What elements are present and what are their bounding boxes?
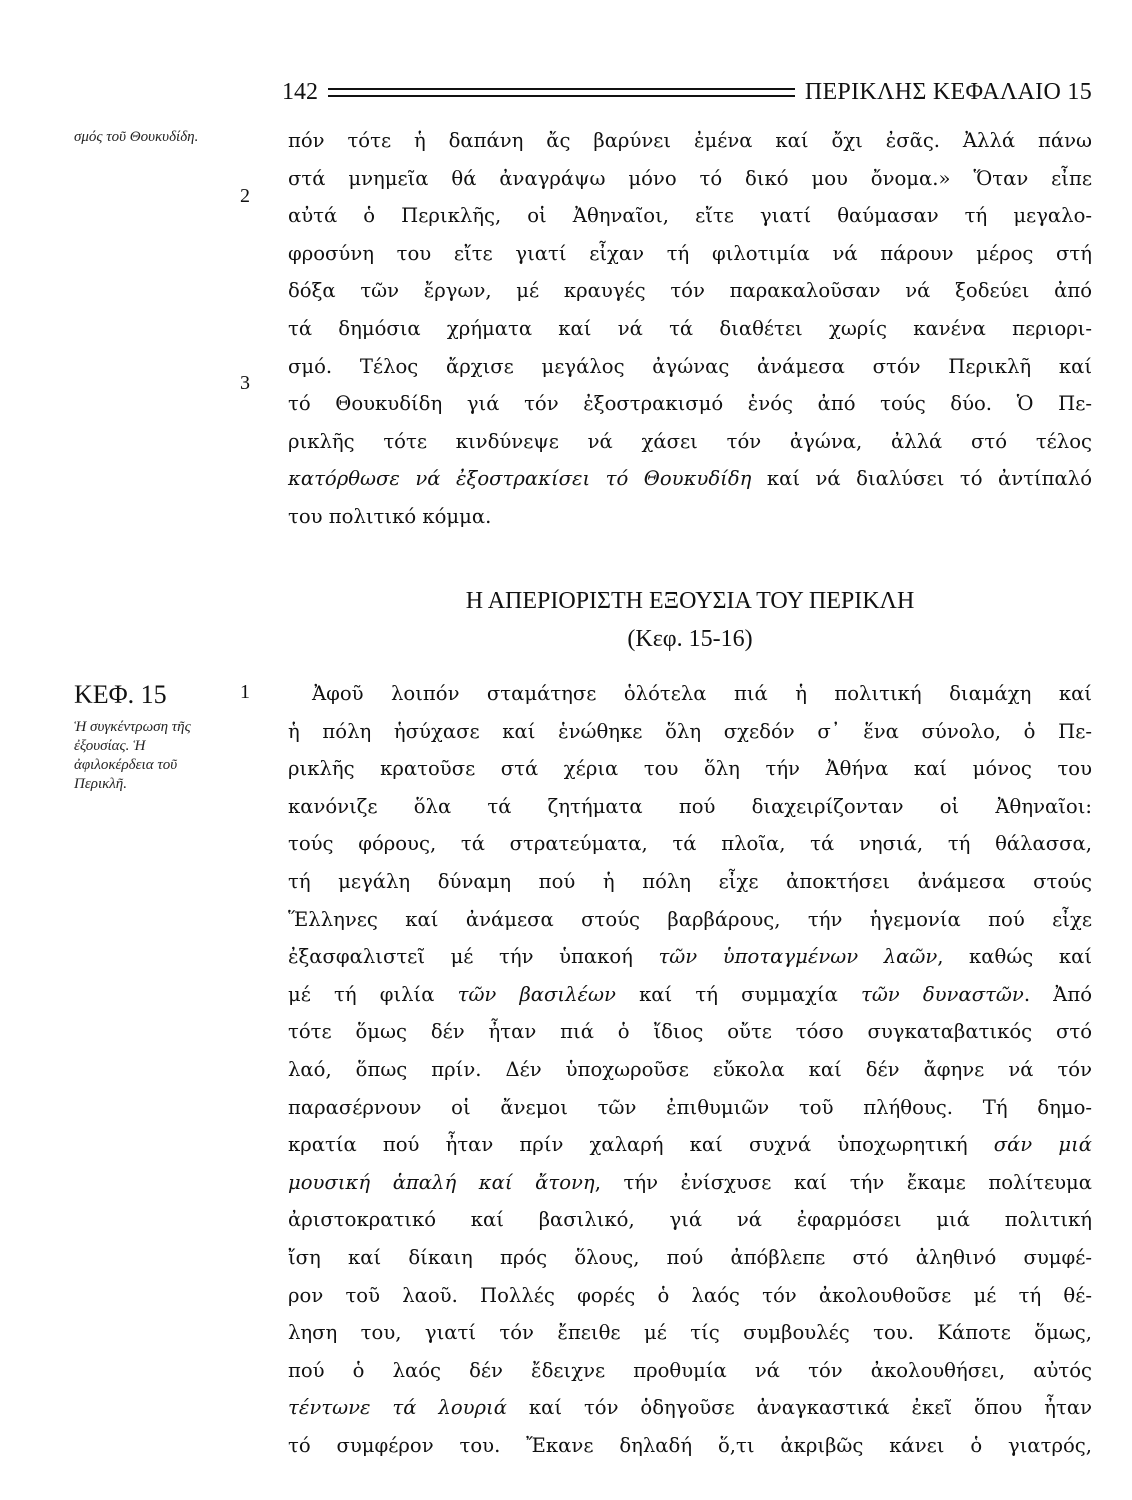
text-line: τά δημόσια χρήματα καί νά τά διαθέτει χωρίς κανένα περιορι- [288, 316, 1092, 340]
text-line: του πολιτικό κόμμα. [288, 504, 492, 528]
italic-phrase: σάν μιά [993, 1133, 1092, 1157]
text-span: . Ἀπό [1023, 982, 1092, 1006]
italic-phrase: τῶν δυναστῶν [860, 982, 1024, 1006]
text-block-section2 [288, 675, 1092, 1464]
italic-phrase: τῶν βασιλέων [457, 982, 616, 1006]
text-line: τό συμφέρον του. Ἔκανε δηλαδή ὅ,τι ἀκριβῶς κάνει ὁ γιατρός, [288, 1433, 1092, 1457]
chapter-label: ΚΕΦ. 15 [74, 680, 167, 709]
text-line: ἴση καί δίκαιη πρός ὅλους, πού ἀπόβλεπε στό ἀληθινό συμφέ- [288, 1245, 1092, 1269]
text-line [288, 938, 1092, 976]
text-line: Ἀφοῦ λοιπόν σταμάτησε ὁλότελα πιά ἡ πολιτική διαμάχη καί [312, 682, 1092, 705]
text-line: φροσύνη του εἴτε γιατί εἶχαν τή φιλοτιμία νά πάρουν μέρος στή [288, 241, 1092, 265]
text-span: μέ τή φιλία [288, 982, 435, 1006]
text-line: πού ὁ λαός δέν ἔδειχνε προθυμία νά τόν ἀκολουθήσει, αὐτός [288, 1358, 1092, 1382]
text-line: λαό, ὅπως πρίν. Δέν ὑποχωροῦσε εὔκολα καί δέν ἄφηνε νά τόν [288, 1057, 1092, 1081]
text-line [288, 1389, 1092, 1427]
text-span: καί νά διαλύσει τό ἀντίπαλό [766, 467, 1092, 491]
text-span: , καθώς καί [937, 945, 1093, 969]
line-number: 1 [240, 681, 250, 703]
text-line: παρασέρνουν οἱ ἄνεμοι τῶν ἐπιθυμιῶν τοῦ πλήθους. Τή δημο- [288, 1095, 1092, 1119]
text-span: κρατία πού ἦταν πρίν χαλαρή καί συχνά ὑποχωρητική [288, 1133, 968, 1157]
text-line [288, 976, 1092, 1014]
text-span: ἐξασφαλιστεῖ μέ τήν ὑπακοή [288, 945, 633, 969]
text-line: ἡ πόλη ἡσύχασε καί ἑνώθηκε ὅλη σχεδόν σ᾽ ἕνα σύνολο, ὁ Πε- [288, 719, 1092, 743]
italic-phrase: κατόρθωσε νά ἐξοστρακίσει τό Θουκυδίδη [288, 467, 752, 491]
italic-phrase: τέντωνε τά λουριά [288, 1396, 507, 1420]
text-line: τό Θουκυδίδη γιά τόν ἐξοστρακισμό ἑνός ἀπό τούς δύο. Ὁ Πε- [288, 392, 1092, 416]
text-line [288, 1126, 1092, 1164]
margin-note-chapter: Ἡ συγκέντρωση τῆς ἐξουσίας. Ἡ ἀφιλοκέρδεια τοῦ Περικλῆ. [74, 719, 191, 792]
text-line: τή μεγάλη δύναμη πού ἡ πόλη εἶχε ἀποκτήσει ἀνάμεσα στούς [288, 869, 1092, 893]
text-line [288, 460, 1092, 498]
text-line: αὐτά ὁ Περικλῆς, οἱ Ἀθηναῖοι, εἴτε γιατί θαύμασαν τή μεγαλο- [288, 204, 1092, 228]
running-title: ΠΕΡΙΚΛΗΣ ΚΕΦΑΛΑΙΟ 15 [804, 78, 1092, 105]
text-line: τούς φόρους, τά στρατεύματα, τά πλοῖα, τά νησιά, τή θάλασσα, [288, 832, 1092, 856]
text-line: πόν τότε ἡ δαπάνη ἄς βαρύνει ἐμένα καί ὄχι ἐσᾶς. Ἀλλά πάνω [288, 129, 1092, 152]
section-title: Η ΑΠΕΡΙΟΡΙΣΤΗ ΕΞΟΥΣΙΑ ΤΟΥ ΠΕΡΙΚΛΗ [465, 588, 915, 614]
text-span: καί τόν ὁδηγοῦσε ἀναγκαστικά ἐκεῖ ὅπου ἦταν [528, 1396, 1092, 1420]
section-reference: (Κεφ. 15-16) [627, 626, 753, 652]
header-rule [328, 88, 795, 97]
text-line: ρικλῆς τότε κινδύνεψε νά χάσει τόν ἀγώνα, ἀλλά στό τέλος [288, 429, 1092, 453]
page-number: 142 [282, 78, 318, 105]
italic-phrase: τῶν ὑποταγμένων λαῶν [658, 945, 938, 969]
line-number: 3 [240, 372, 250, 394]
text-span: καί τή συμμαχία [639, 982, 838, 1006]
running-header [282, 76, 1092, 108]
text-line [288, 1164, 1092, 1202]
text-line: δόξα τῶν ἔργων, μέ κραυγές τόν παρακαλοῦσαν νά ξοδεύει ἀπό [288, 279, 1092, 303]
text-line: κανόνιζε ὅλα τά ζητήματα πού διαχειρίζονταν οἱ Ἀθηναῖοι: [288, 794, 1092, 818]
text-line: ρον τοῦ λαοῦ. Πολλές φορές ὁ λαός τόν ἀκολουθοῦσε μέ τή θέ- [288, 1283, 1092, 1307]
text-line: ἀριστοκρατικό καί βασιλικό, γιά νά ἐφαρμόσει μιά πολιτική [288, 1208, 1092, 1232]
text-line: Ἕλληνες καί ἀνάμεσα στούς βαρβάρους, τήν ἡγεμονία πού εἶχε [288, 907, 1092, 931]
text-line: σμό. Τέλος ἄρχισε μεγάλος ἀγώνας ἀνάμεσα στόν Περικλῆ καί [288, 354, 1092, 378]
text-line: ληση του, γιατί τόν ἔπειθε μέ τίς συμβουλές του. Κάποτε ὅμως, [288, 1321, 1092, 1345]
line-number: 2 [240, 185, 250, 207]
text-line: τότε ὅμως δέν ἦταν πιά ὁ ἴδιος οὔτε τόσο συγκαταβατικός στό [288, 1020, 1092, 1044]
italic-phrase: μουσική ἁπαλή καί ἄτονη [288, 1170, 595, 1194]
text-line: ρικλῆς κρατοῦσε στά χέρια του ὅλη τήν Ἀθήνα καί μόνος του [288, 757, 1092, 781]
margin-note-top: σμός τοῦ Θουκυδίδη. [74, 129, 199, 145]
text-span: , τήν ἐνίσχυσε καί τήν ἔκαμε πολίτευμα [594, 1170, 1092, 1194]
text-line: στά μνημεῖα θά ἀναγράψω μόνο τό δικό μου ὄνομα.» Ὅταν εἶπε [288, 166, 1092, 190]
text-block-section1 [288, 122, 1092, 536]
